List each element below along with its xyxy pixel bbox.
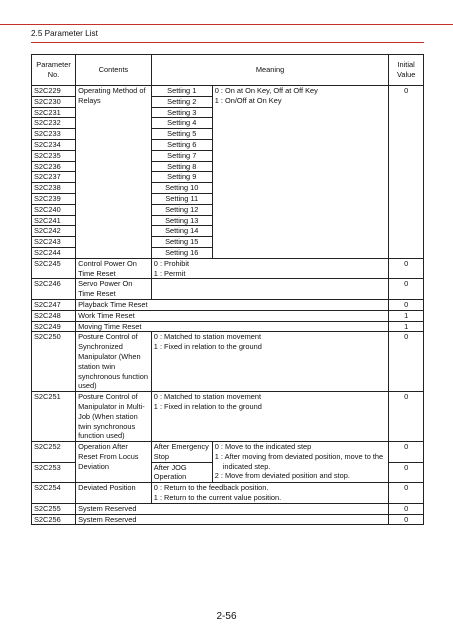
setting-cell: Setting 4 (151, 118, 212, 129)
meaning-line: 2 : Move from deviated position and stop. (214, 471, 350, 481)
initial-value: 1 (389, 310, 424, 321)
param-no: S2C232 (32, 118, 76, 129)
initial-value: 0 (389, 442, 424, 463)
initial-value: 0 (389, 503, 424, 514)
section-header: 2.5 Parameter List (31, 29, 98, 38)
setting-cell: Setting 5 (151, 129, 212, 140)
table-row (32, 392, 424, 442)
param-no: S2C255 (32, 503, 76, 514)
param-no: S2C233 (32, 129, 76, 140)
contents-cell: Operating Method of Relays (76, 86, 152, 259)
meaning-line: 0 : Move to the indicated step (214, 442, 312, 452)
sub-contents-cell: After Emergency Stop (151, 442, 212, 463)
meaning-line: 1 : Fixed in relation to the ground (153, 401, 262, 411)
param-no: S2C241 (32, 215, 76, 226)
header-meaning: Meaning (151, 55, 389, 86)
param-no: S2C244 (32, 247, 76, 258)
param-no: S2C245 (32, 258, 76, 279)
parameter-table (31, 54, 424, 525)
param-no: S2C252 (32, 442, 76, 463)
initial-value: 0 (389, 299, 424, 310)
contents-cell: Deviated Position (76, 483, 152, 504)
page-number: 2-56 (216, 611, 237, 622)
meaning-line: 1 : After moving from deviated position, move to the indicated step. (214, 451, 384, 471)
param-no: S2C235 (32, 150, 76, 161)
param-no: S2C254 (32, 483, 76, 504)
contents-cell: Operation After Reset From Locus Deviation (76, 442, 152, 483)
meaning-cell (151, 279, 389, 300)
initial-value: 0 (389, 86, 424, 259)
initial-value: 0 (389, 514, 424, 525)
table-row (32, 442, 424, 463)
table-row (32, 279, 424, 300)
meaning-cell (151, 332, 389, 392)
meaning-line: 1 : On/Off at On Key (214, 95, 282, 105)
initial-value: 0 (389, 279, 424, 300)
table-row (32, 299, 424, 310)
meaning-line: 0 : Matched to station movement (153, 392, 261, 402)
sub-contents-cell: After JOG Operation (151, 462, 212, 483)
param-no: S2C249 (32, 321, 76, 332)
param-no: S2C248 (32, 310, 76, 321)
param-no: S2C250 (32, 332, 76, 392)
setting-cell: Setting 8 (151, 161, 212, 172)
table-row (32, 258, 424, 279)
table-row (32, 310, 424, 321)
top-rule (0, 24, 453, 25)
param-no: S2C236 (32, 161, 76, 172)
initial-value: 1 (389, 321, 424, 332)
initial-value: 0 (389, 392, 424, 442)
meaning-line: 0 : Return to the feedback position. (153, 483, 269, 493)
setting-cell: Setting 13 (151, 215, 212, 226)
setting-cell: Setting 6 (151, 139, 212, 150)
param-no: S2C251 (32, 392, 76, 442)
meaning-line: 0 : On at On Key, Off at Off Key (214, 86, 318, 95)
table-row (32, 514, 424, 525)
setting-cell: Setting 10 (151, 183, 212, 194)
meaning-line: 1 : Fixed in relation to the ground (153, 342, 262, 352)
setting-cell: Setting 15 (151, 237, 212, 248)
table-row (32, 332, 424, 392)
meaning-line: 0 : Prohibit (153, 258, 190, 268)
meaning-line: 1 : Permit (153, 268, 186, 278)
param-no: S2C242 (32, 226, 76, 237)
param-no: S2C234 (32, 139, 76, 150)
header-parameter-no: Parameter No. (32, 55, 76, 86)
contents-cell: Work Time Reset (76, 310, 389, 321)
meaning-line: 1 : Return to the current value position. (153, 493, 282, 503)
param-no: S2C229 (32, 86, 76, 97)
setting-cell: Setting 2 (151, 96, 212, 107)
setting-cell: Setting 7 (151, 150, 212, 161)
param-no: S2C253 (32, 462, 76, 483)
meaning-line: 0 : Matched to station movement (153, 332, 261, 342)
setting-cell: Setting 11 (151, 193, 212, 204)
table-row (32, 86, 424, 97)
initial-value: 0 (389, 462, 424, 483)
setting-cell: Setting 16 (151, 247, 212, 258)
param-no: S2C238 (32, 183, 76, 194)
meaning-cell (212, 86, 389, 259)
meaning-cell (151, 392, 389, 442)
param-no: S2C239 (32, 193, 76, 204)
param-no: S2C230 (32, 96, 76, 107)
contents-cell: Posture Control of Manipulator in Multi-Job (When station twin synchronous function used) (76, 392, 152, 442)
header-initial-value: Initial Value (389, 55, 424, 86)
setting-cell: Setting 12 (151, 204, 212, 215)
initial-value: 0 (389, 483, 424, 504)
setting-cell: Setting 1 (151, 86, 212, 97)
contents-cell: Playback Time Reset (76, 299, 389, 310)
param-no: S2C237 (32, 172, 76, 183)
contents-cell: Control Power On Time Reset (76, 258, 152, 279)
contents-cell: System Reserved (76, 514, 389, 525)
param-no: S2C243 (32, 237, 76, 248)
contents-cell: Servo Power On Time Reset (76, 279, 152, 300)
param-no: S2C247 (32, 299, 76, 310)
meaning-cell (151, 483, 389, 504)
contents-cell: Moving Time Reset (76, 321, 389, 332)
setting-cell: Setting 9 (151, 172, 212, 183)
setting-cell: Setting 14 (151, 226, 212, 237)
setting-cell: Setting 3 (151, 107, 212, 118)
table-row (32, 321, 424, 332)
header-rule (31, 42, 424, 43)
param-no: S2C240 (32, 204, 76, 215)
initial-value: 0 (389, 332, 424, 392)
meaning-cell (212, 442, 389, 483)
table-header-row (32, 55, 424, 86)
param-no: S2C256 (32, 514, 76, 525)
param-no: S2C231 (32, 107, 76, 118)
meaning-cell (151, 258, 389, 279)
initial-value: 0 (389, 258, 424, 279)
table-row (32, 483, 424, 504)
header-contents: Contents (76, 55, 152, 86)
contents-cell: Posture Control of Synchronized Manipulator (When station twin synchronous function used) (76, 332, 152, 392)
param-no: S2C246 (32, 279, 76, 300)
contents-cell: System Reserved (76, 503, 389, 514)
table-row (32, 503, 424, 514)
